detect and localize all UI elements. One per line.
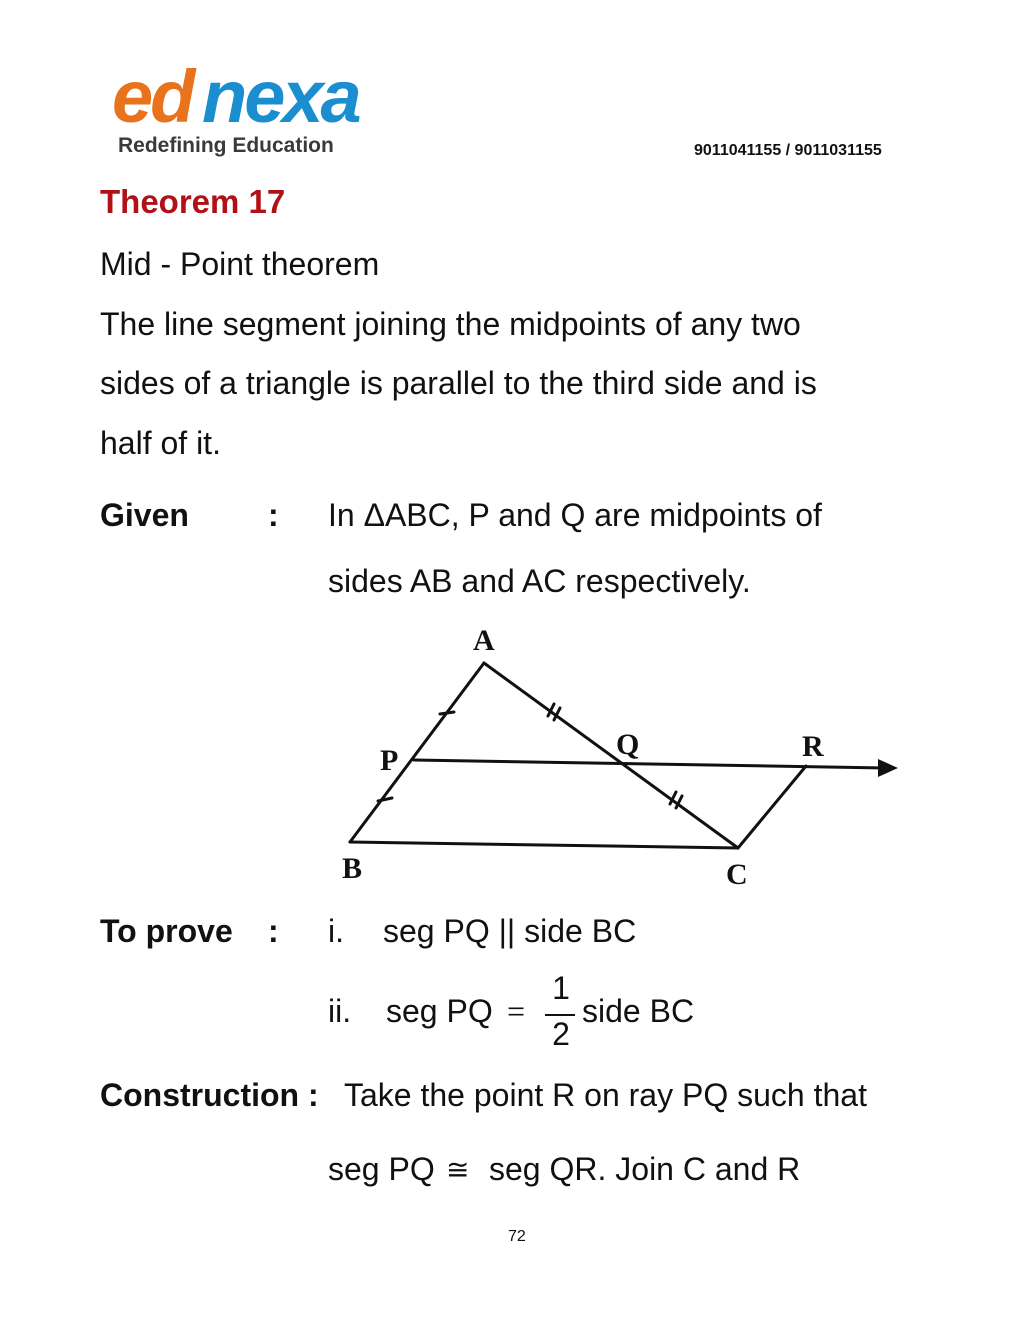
segment-cr (738, 766, 806, 848)
given-colon: : (268, 497, 279, 533)
label-r: R (802, 730, 824, 763)
svg-text:Redefining Education: Redefining Education (118, 134, 334, 157)
given-label: Given (100, 497, 189, 533)
congruent-symbol: ≅ (446, 1153, 470, 1186)
to-prove-label: To prove (100, 913, 233, 949)
fraction-denominator: 2 (552, 1016, 570, 1052)
theorem-statement-line-1: The line segment joining the midpoints of any two (100, 306, 801, 342)
fraction-one-half (541, 970, 581, 1060)
construction-line-2-b: seg QR. Join C and R (489, 1151, 801, 1187)
segment-ab (350, 663, 484, 842)
page-number: 72 (508, 1228, 526, 1245)
construction-line-2-a: seg PQ (328, 1151, 435, 1187)
header-phone: 9011041155 / 9011031155 (694, 142, 882, 159)
construction-label: Construction : (100, 1077, 319, 1113)
label-c: C (726, 858, 748, 890)
to-prove-item-2-lhs: seg PQ (386, 993, 493, 1029)
theorem-statement-line-2: sides of a triangle is parallel to the third side and is (100, 365, 817, 401)
theorem-statement-line-3: half of it. (100, 425, 221, 461)
svg-text:ed: ed (112, 55, 193, 138)
triangle-diagram (330, 620, 910, 890)
label-p: P (380, 744, 399, 777)
theorem-title: Theorem 17 (100, 183, 286, 220)
svg-text:nexa: nexa (202, 55, 359, 138)
to-prove-item-2-rhs: side BC (582, 993, 695, 1029)
to-prove-item-1-number: i. (328, 913, 344, 949)
arrow-head-icon (878, 759, 898, 777)
label-q: Q (616, 728, 640, 761)
to-prove-item-2-number: ii. (328, 993, 352, 1029)
label-b: B (342, 852, 363, 885)
given-line-1: In ΔABC, P and Q are midpoints of (328, 497, 822, 533)
fraction-numerator: 1 (552, 970, 570, 1006)
theorem-name: Mid - Point theorem (100, 246, 380, 282)
to-prove-item-1-text: seg PQ || side BC (383, 913, 637, 949)
ednexa-logo (108, 52, 388, 162)
to-prove-colon: : (268, 913, 279, 949)
tick-pb (378, 798, 392, 801)
construction-line-1: Take the point R on ray PQ such that (344, 1077, 867, 1113)
given-line-2: sides AB and AC respectively. (328, 563, 751, 599)
segment-bc (350, 842, 738, 848)
equals-sign: = (507, 993, 526, 1029)
tick-ap (440, 712, 454, 714)
segment-ac (484, 663, 738, 848)
label-a: A (473, 624, 495, 657)
